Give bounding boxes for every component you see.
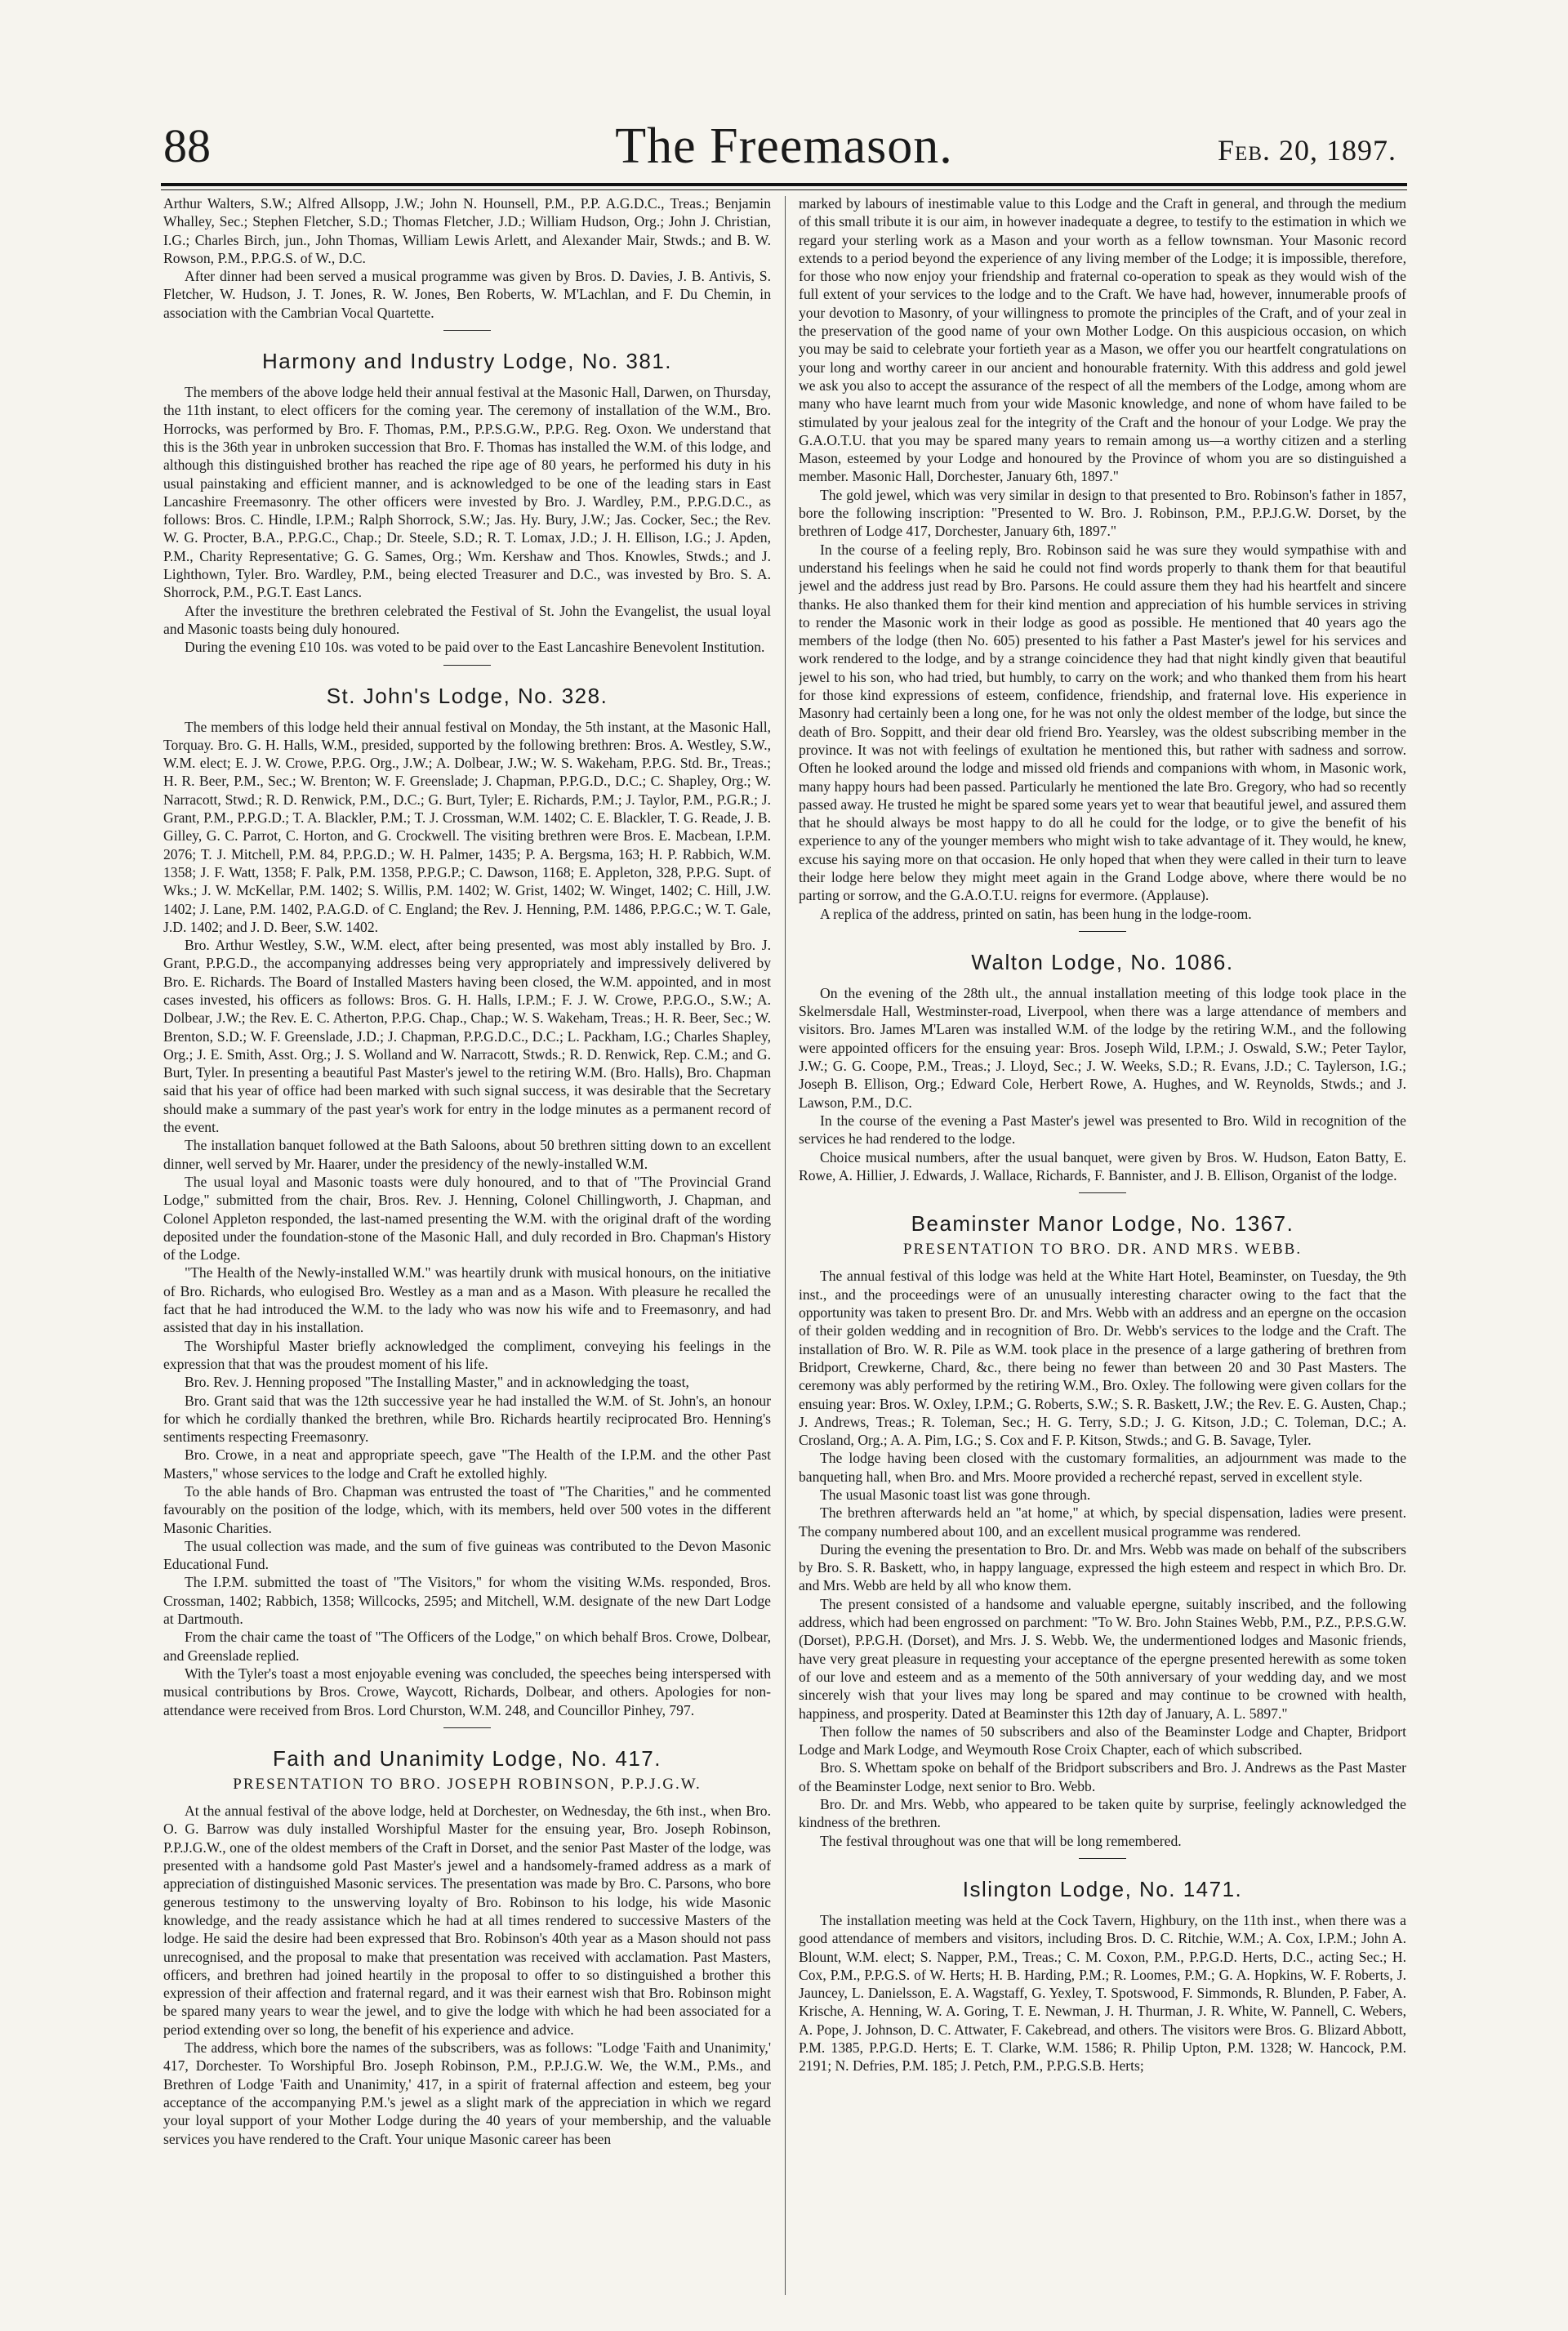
article-faith-unanimity-continued: [799, 194, 1406, 923]
paragraph: After dinner had been served a musical programme was given by Bros. D. Davies, J. B. Antivis, S. Fletcher, W. Hudson, J. T. Jones, R. W. Jones, Ben Roberts, W. M'Lachlan, and F. Du Chemin, in association with the Cambrian Vocal Quartette.: [163, 268, 771, 321]
paragraph: In the course of a feeling reply, Bro. Robinson said he was sure they would sympathise with and understand his feelings when he said he could not find words properly to thank them for that beautiful jewel and the address just read by Bro. Parsons. He could assure them they had his heartfelt and sincere thanks. He also thanked them for their kind mention and appreciation of his humble services in striving to render the Masonic work in their lodge as good as possible. He mentioned that 40 years ago the members of the lodge (then No. 605) presented to his father a Past Master's jewel for his services and work rendered to the lodge, and by a strange coincidence they had that night kindly given that beautiful jewel to his son, who had tried, but humbly, to carry on the work; and who thanked them from his heart for those kind expressions of esteem, confidence, friendship, and fraternal love. His experience in Masonry had certainly been a long one, for he was not only the oldest member of the lodge, but since the death of Bro. Soppitt, and their dear old friend Bro. Yearsley, was the oldest subscribing member in the province. It was not with feelings of exultation he mentioned this, but rather with sadness and sorrow. Often he looked around the lodge and missed old friends and companions with whom, in Masonic work, many happy hours had been passed. Particularly he mentioned the late Bro. Gregory, who had so recently passed away. He trusted he might be spared some years yet to wear that beautiful jewel, and assured them that he should always be most happy to do all he could for the lodge, or to give the benefit of his experience to any of the younger members who might wish to take advantage of it. They would, he knew, excuse his saying more on that occasion. He only hoped that when they were called in their turn to leave their lodge here below they might meet again in the Grand Lodge above, where there would be no parting or sorrow, and the G.A.O.T.U. reigns for evermore. (Applause).: [799, 541, 1406, 904]
article-beaminster-manor: [799, 1192, 1406, 1850]
paragraph: marked by labours of inestimable value to this Lodge and the Craft in general, and through the medium of this small tribute it is our aim, in however inadequate a degree, to testify to the estimation in which we regard your sterling work as a Mason and your worth as a fellow townsman. Your Masonic record extends to a period beyond the experience of any living member of the Lodge; it is impossible, therefore, for those who now enjoy your friendship and fraternal co-operation to speak as they would wish of the full extent of your services to the lodge and to the Craft. We have had, however, innumerable proofs of your devotion to Masonry, of your willingness to promote the principles of the Craft, and of your zeal in the preservation of the good name of your own Mother Lodge. On this auspicious occasion, on which you may be said to celebrate your fortieth year as a Mason, we offer you our heartfelt congratulations on your long and worthy career in our ancient and honourable fraternity. With this address and gold jewel we ask you also to accept the assurance of the respect of all the members of the Lodge, among whom are many who have learnt much from your wide Masonic knowledge, and none of whom have failed to be stimulated by your jealous zeal for the integrity of the Craft and the honour of your Lodge. We pray the G.A.O.T.U. that you may be spared many years to remain among us—a worthy citizen and a sterling Mason, esteemed by your Lodge and honoured by the Province of whom you are so distinguished a member. Masonic Hall, Dorchester, January 6th, 1897.": [799, 195, 1406, 485]
paragraph: The lodge having been closed with the customary formalities, an adjournment was made to the banqueting hall, when Bro. and Mrs. Moore provided a recherché repast, served in excellent style.: [799, 1450, 1406, 1485]
paragraph: Arthur Walters, S.W.; Alfred Allsopp, J.W.; John N. Hounsell, P.M., P.P. A.G.D.C., Treas.; Benjamin Whalley, Sec.; Stephen Fletcher, S.D.; Thomas Fletcher, J.D.; William Hudson, Org.; John J. Christian, I.G.; Charles Birch, jun., John Thomas, William Lewis Arlett, and Alexander Mair, Stwds.; and B. W. Rowson, P.M., P.P.G.S. of W., D.C.: [163, 195, 771, 266]
paragraph: The annual festival of this lodge was held at the White Hart Hotel, Beaminster, on Tuesday, the 9th inst., and the proceedings were of an unusually interesting character owing to the fact that the opportunity was taken to present Bro. Dr. and Mrs. Webb with an address and an epergne on the occasion of their golden wedding and in recognition of Bro. Dr. Webb's services to the lodge and the Craft. The installation of Bro. W. R. Pile as W.M. took place in the presence of a large gathering of brethren from Bridport, Crewkerne, Chard, &c., there being no fewer than between 20 and 30 Past Masters. The ceremony was ably performed by the retiring W.M., Bro. Oxley. The following were given collars for the ensuing year: Bros. W. Oxley, I.P.M.; G. Roberts, S.W.; S. R. Baskett, J.W.; the Rev. E. G. Austen, Chap.; J. Andrews, Treas.; R. Toleman, Sec.; H. G. Terry, S.D.; J. G. Kitson, J.D.; C. Toleman, D.C.; A. Crosland, Org.; A. A. Pim, I.G.; S. Cox and F. P. Kitson, Stwds.; and G. B. Savage, Tyler.: [799, 1268, 1406, 1449]
paragraph: The members of the above lodge held their annual festival at the Masonic Hall, Darwen, on Thursday, the 11th instant, to elect officers for the coming year. The ceremony of installation of the W.M., Bro. Horrocks, was performed by Bro. F. Thomas, P.M., P.P.S.G.W., P.P.G. Reg. Oxon. We understand that this is the 36th year in unbroken succession that Bro. F. Thomas has installed the W.M. of this lodge, and although this distinguished brother has reached the ripe age of 80 years, he performed his duty in his usual painstaking and efficient manner, and is acknowledged to be one of the leading stars in East Lancashire Freemasonry. The other officers were invested by Bro. J. Wardley, P.M., P.P.G.D.C., as follows: Bros. C. Hindle, I.P.M.; Ralph Shorrock, S.W.; Jas. Hy. Bury, J.W.; Jas. Cocker, Sec.; the Rev. W. G. Procter, B.A., P.P.G.C., Chap.; Dr. Steele, S.D.; R. T. Lomax, J.D.; J. H. Ellison, I.G.; J. Apden, P.M., Charity Representative; G. G. Sames, Org.; Wm. Kershaw and Thos. Knowles, Stwds.; and J. Lighthown, Tyler. Bro. Wardley, P.M., being elected Treasurer and D.C., was invested by Bro. S. A. Shorrock, P.M., P.G.T. East Lancs.: [163, 384, 771, 601]
paragraph: Bro. Dr. and Mrs. Webb, who appeared to be taken quite by surprise, feelingly acknowledged the kindness of the brethren.: [799, 1796, 1406, 1831]
paragraph: With the Tyler's toast a most enjoyable evening was concluded, the speeches being interspersed with musical contributions by Bros. Crowe, Waycott, Richards, Dolbear, and others. Apologies for non-attendance were received from Bros. Lord Churston, W.M. 248, and Councillor Pinhey, 797.: [163, 1665, 771, 1718]
article-st-johns: [163, 665, 771, 1719]
paragraph: The usual Masonic toast list was gone through.: [820, 1486, 1091, 1503]
left-column: [163, 194, 771, 2302]
article-heading: Walton Lodge, No. 1086.: [971, 949, 1234, 974]
section-rule: [443, 665, 491, 666]
paragraph: The present consisted of a handsome and valuable epergne, suitably inscribed, and the following address, which had been engrossed on parchment: "To W. Bro. John Staines Webb, P.M., P.Z., P.P.S.G.W. (Dorset), P.P.G.H. (Dorset), and Mrs. J. S. Webb. We, the undermentioned lodges and Masonic friends, have very great pleasure in requesting your acceptance of the epergne presented herewith as some token of our love and esteem and as a memento of the 50th anniversary of your wedding day, and we most sincerely wish that your lives may long be spared and may continue to be crowned with health, happiness, and prosperity. Dated at Beaminster this 12th day of January, A. L. 5897.": [799, 1595, 1406, 1722]
article-heading: Beaminster Manor Lodge, No. 1367.: [911, 1211, 1294, 1237]
section-rule: [1079, 1192, 1126, 1193]
paragraph: Choice musical numbers, after the usual banquet, were given by Bros. W. Hudson, Eaton Batty, E. Rowe, A. Hillier, J. Edwards, J. Wallace, Richards, F. Bannister, and J. B. Ellison, Organist of the lodge.: [799, 1148, 1406, 1183]
paragraph: After the investiture the brethren celebrated the Festival of St. John the Evangelist, the usual loyal and Masonic toasts being duly honoured.: [163, 602, 771, 637]
masthead: [0, 0, 1568, 194]
right-column: [799, 194, 1406, 2302]
page-number: 88: [163, 119, 211, 172]
paragraph: Bro. Arthur Westley, S.W., W.M. elect, after being presented, was most ably installed by Bro. J. Grant, P.P.G.D., the accompanying addresses being very appropriately and impressively delivered by Bro. E. Richards. The Board of Installed Masters having been closed, the W.M. appointed, and in most cases invested, his officers as follows: Bros. G. H. Halls, I.P.M.; F. J. W. Crowe, P.P.G.O., S.W.; A. Dolbear, J.W.; the Rev. E. C. Atherton, P.P.G. Chap., Chap.; W. S. Wakeham, Treas.; H. R. Beer, Sec.; W. Brenton, S.D.; W. F. Greenslade, J.D.; J. Chapman, P.P.G.D.C., D.C.; L. Packham, I.G.; Charles Shapley, Org.; J. E. Smith, Asst. Org.; J. S. Wolland and W. Narracott, Stwds.; R. D. Renwick, Rep. C.M.; and G. Burt, Tyler. In presenting a beautiful Past Master's jewel to the retiring W.M. (Bro. Halls), Bro. Chapman said that his year of office had been marked with such signal success, it was desirable that the Secretary should make a summary of the past year's work for entry in the lodge minutes as a permanent record of the event.: [163, 937, 771, 1136]
section-rule: [443, 1727, 491, 1728]
column-divider: [785, 196, 786, 2295]
paragraph: "The Health of the Newly-installed W.M." was heartily drunk with musical honours, on the initiative of Bro. Richards, who eulogised Bro. Westley as a man and as a Mason. With pleasure he recalled the fact that he had introduced the W.M. to the lady who was now his wife and to Freemasonry, and had assisted that day in his installation.: [163, 1264, 771, 1336]
paragraph: Bro. Crowe, in a neat and appropriate speech, gave "The Health of the I.P.M. and the other Past Masters," whose services to the lodge and Craft he extolled highly.: [163, 1446, 771, 1482]
masthead-rule-thin: [161, 189, 1407, 190]
section-rule: [443, 330, 491, 331]
article-harmony-industry: [163, 330, 771, 656]
paragraph: The address, which bore the names of the subscribers, was as follows: "Lodge 'Faith and Unanimity,' 417, Dorchester. To Worshipful Bro. Joseph Robinson, P.M., P.P.J.G.W. We, the W.M., P.Ms., and Brethren of Lodge 'Faith and Unanimity,' 417, in a spirit of fraternal affection and esteem, beg your acceptance of the accompanying P.M.'s jewel as a slight mark of the appreciation in which we regard your loyal support of your Mother Lodge during the 40 years of your membership, and the valuable services you have rendered to the Craft. Your unique Masonic career has been: [163, 2039, 771, 2147]
newspaper-title: The Freemason.: [615, 118, 953, 174]
paragraph: Bro. Grant said that was the 12th successive year he had installed the W.M. of St. John's, an honour for which he cordially thanked the brethren, while Bro. Richards heartily reciprocated Bro. Henning's sentiments respecting Freemasonry.: [163, 1392, 771, 1446]
paragraph: In the course of the evening a Past Master's jewel was presented to Bro. Wild in recognition of the services he had rendered to the lodge.: [799, 1112, 1406, 1148]
paragraph: Bro. S. Whettam spoke on behalf of the Bridport subscribers and Bro. J. Andrews as the Past Master of the Beaminster Lodge, next senior to Bro. Webb.: [799, 1759, 1406, 1794]
paragraph: A replica of the address, printed on satin, has been hung in the lodge-room.: [820, 905, 1252, 922]
paragraph: The brethren afterwards held an "at home," at which, by special dispensation, ladies were present. The company numbered about 100, and an excellent musical programme was rendered.: [799, 1504, 1406, 1540]
paragraph: During the evening £10 10s. was voted to be paid over to the East Lancashire Benevolent Institution.: [185, 639, 765, 656]
paragraph: During the evening the presentation to Bro. Dr. and Mrs. Webb was made on behalf of the subscribers by Bro. S. R. Baskett, who, in happy language, expressed the high esteem and respect in which Bro. Dr. and Mrs. Webb are held by all who know them.: [799, 1540, 1406, 1594]
article-heading: St. John's Lodge, No. 328.: [326, 683, 608, 708]
paragraph: At the annual festival of the above lodge, held at Dorchester, on Wednesday, the 6th inst., when Bro. O. G. Barrow was duly installed Worshipful Master for the ensuing year, Bro. Joseph Robinson, P.P.J.G.W., one of the oldest members of the Craft in Dorset, and the senior Past Master of the lodge, was presented with a handsome gold Past Master's jewel and a handsomely-framed address as a mark of appreciation of distinguished Masonic services. The presentation was made by Bro. C. Parsons, who bore generous testimony to the unswerving loyalty of Bro. Robinson to his lodge, his wide Masonic knowledge, and the ready assistance which he had at all times rendered to successive Masters of the lodge. He said the desire had been expressed that Bro. Robinson's 40th year as a Mason should not pass unrecognised, and the proposal to make that presentation was received with acclamation. Past Masters, officers, and brethren had joined heartily in the proposal to offer to so distinguished a brother this expression of their affection and fraternal regard, and it was their earnest wish that Bro. Robinson might be spared many years to wear the jewel, and to give the lodge with which he had been associated for a period extending over so long, the benefit of his experience and advice.: [163, 1803, 771, 2038]
issue-date: Feb. 20, 1897.: [1218, 134, 1396, 167]
paragraph: The installation meeting was held at the Cock Tavern, Highbury, on the 11th inst., when there was a good attendance of members and visitors, including Bros. D. C. Ritchie, W.M.; A. Cox, I.P.M.; John A. Blount, W.M. elect; S. Napper, P.M., Treas.; C. M. Coxon, P.M., P.P.G.D. Herts, D.C., acting Sec.; H. Cox, P.M., P.P.G.S. of W. Herts; H. B. Harding, P.M.; R. Loomes, P.M.; G. A. Hopkins, W. F. Roberts, J. Jauncey, L. Danielsson, E. A. Wagstaff, G. Yexley, T. Spotswood, F. Simmonds, R. Blunden, P. Faber, A. Krische, A. Henning, W. A. Goring, T. E. Newman, J. H. Thurman, J. R. White, W. Pannell, C. Webers, A. Pope, J. Johnson, D. C. Attwater, F. Cakebread, and others. The visitors were Bros. G. Blizard Abbott, P.M. 1385, P.P.G.D. Herts; E. T. Clarke, W.M. 1586; R. Philip Upton, P.M. 1328; W. Hancock, P.M. 2191; N. Defries, P.M. 185; J. Petch, P.M., P.P.G.S.B. Herts;: [799, 1911, 1406, 2075]
paragraph: The gold jewel, which was very similar in design to that presented to Bro. Robinson's father in 1857, bore the following inscription: "Presented to W. Bro. J. Robinson, P.M., P.P.J.G.W. Dorset, by the brethren of Lodge 417, Dorchester, January 6th, 1897.": [799, 486, 1406, 540]
section-rule: [1079, 1858, 1126, 1859]
article-faith-unanimity: [163, 1727, 771, 2148]
masthead-rule-thick: [161, 183, 1407, 186]
article-walton: [799, 931, 1406, 1184]
paragraph: The usual collection was made, and the sum of five guineas was contributed to the Devon Masonic Educational Fund.: [163, 1537, 771, 1573]
paragraph: The festival throughout was one that will be long remembered.: [820, 1832, 1182, 1849]
section-rule: [1079, 931, 1126, 932]
paragraph: From the chair came the toast of "The Officers of the Lodge," on which behalf Bros. Crowe, Dolbear, and Greenslade replied.: [163, 1629, 771, 1664]
paragraph: On the evening of the 28th ult., the annual installation meeting of this lodge took place in the Skelmersdale Hall, Westminster-road, Liverpool, when there was a large attendance of members and visitors. Bro. James M'Laren was installed W.M. of the lodge by the retiring W.M., and the following were appointed officers for the ensuing year: Bros. Joseph Wild, I.P.M.; J. Oswald, S.W.; Peter Taylor, J.W.; G. G. Coope, P.M., Treas.; J. Lloyd, Sec.; J. W. Weeks, S.D.; R. Evans, J.D.; C. Taylerson, I.G.; Joseph B. Ellison, Org.; Edward Cole, Herbert Rowe, A. Hughes, and W. Reynolds, Stwds.; and J. Lawson, P.M., D.C.: [799, 984, 1406, 1111]
paragraph: The I.P.M. submitted the toast of "The Visitors," for whom the visiting W.Ms. responded, Bros. Crossman, 1402; Rabbich, 1358; Willcocks, 2595; and Mitchell, W.M. designate of the new Dart Lodge at Dartmouth.: [163, 1574, 771, 1628]
paragraph: The installation banquet followed at the Bath Saloons, about 50 brethren sitting down to an excellent dinner, well served by Mr. Haarer, under the presidency of the newly-installed W.M.: [163, 1137, 771, 1172]
paragraph: The members of this lodge held their annual festival on Monday, the 5th instant, at the Masonic Hall, Torquay. Bro. G. H. Halls, W.M., presided, supported by the following brethren: Bros. A. Westley, S.W., W.M. elect; E. J. W. Crowe, P.P.G. Org., J.W.; A. Dolbear, J.W.; W. S. Wakeham, P.P.G. Std. Br., Treas.; H. R. Beer, P.M., Sec.; W. Brenton; W. F. Greenslade; J. Chapman, P.P.G.D., D.C.; C. Shapley, Org.; W. Narracott, Stwd.; R. D. Renwick, P.M., D.C.; G. Burt, Tyler; E. Richards, P.M.; J. Taylor, P.M., P.G.R.; J. Grant, P.M., P.P.G.D.; T. A. Blackler, P.M.; T. J. Crossman, W.M. 1402; C. E. Blackler, T. G. Reade, J. B. Gilley, G. C. Parrot, C. Horton, and G. Crockwell. The visiting brethren were Bros. E. Macbean, I.P.M. 2076; T. J. Mitchell, P.M. 84, P.P.G.D.; W. H. Palmer, 1435; P. A. Bergsma, 163; H. P. Rabbich, W.M. 1358; J. F. Watt, 1358; F. Palk, P.M. 1358, P.P.G.P.; C. Dawson, 1168; E. Appleton, 328, P.P.G. Supt. of Wks.; J. W. McKellar, P.M. 1402; S. Willis, P.M. 1402; W. Grist, 1402; W. Winget, 1402; C. Hill, J.W. 1402; J. Lane, P.M. 1402, P.A.G.D. of C. England; the Rev. J. Henning, P.M. 1486, P.P.G.C.; W. T. Gale, J.D. 1402; and J. D. Beer, S.W. 1402.: [163, 718, 771, 935]
paragraph: To the able hands of Bro. Chapman was entrusted the toast of "The Charities," and he commented favourably on the position of the lodge, which, with its members, held over 500 votes in the different Masonic Charities.: [163, 1483, 771, 1536]
paragraph: Bro. Rev. J. Henning proposed "The Installing Master," and in acknowledging the toast,: [185, 1374, 689, 1391]
article-subheading: PRESENTATION TO BRO. JOSEPH ROBINSON, P.P.J.G.W.: [233, 1775, 702, 1793]
article-islington: [799, 1858, 1406, 2075]
article-subheading: PRESENTATION TO BRO. DR. AND MRS. WEBB.: [902, 1241, 1303, 1259]
article-heading: Harmony and Industry Lodge, No. 381.: [261, 349, 673, 374]
intro-section: [163, 194, 771, 322]
article-heading: Faith and Unanimity Lodge, No. 417.: [273, 1745, 662, 1771]
article-heading: Islington Lodge, No. 1471.: [962, 1876, 1243, 1901]
paragraph: Then follow the names of 50 subscribers and also of the Beaminster Lodge and Chapter, Bridport Lodge and Mark Lodge, and Weymouth Rose Croix Chapter, each of which subscribed.: [799, 1723, 1406, 1758]
paragraph: The usual loyal and Masonic toasts were duly honoured, and to that of "The Provincial Grand Lodge," submitted from the chair, Bros. Rev. J. Henning, Colonel Chillingworth, J. Chapman, and Colonel Appleton responded, the last-named presenting the W.M. with the original draft of the wording deposited under the foundation-stone of the Masonic Hall, and duly recorded in Bro. Chapman's History of the Lodge.: [163, 1173, 771, 1264]
paragraph: The Worshipful Master briefly acknowledged the compliment, conveying his feelings in the expression that that was the proudest moment of his life.: [163, 1337, 771, 1372]
